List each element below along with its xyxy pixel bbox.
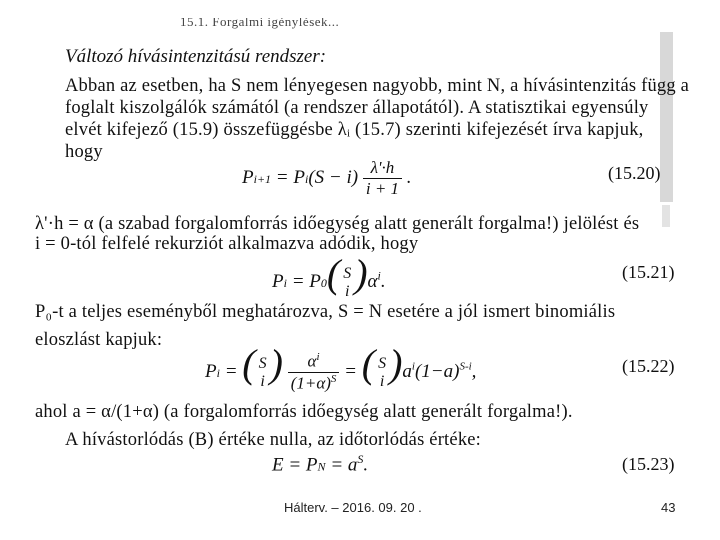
- paragraph-line: i = 0-tól felfelé rekurziót alkalmazva adódik, hogy: [35, 234, 419, 254]
- page-number: 43: [661, 500, 676, 515]
- paragraph-line: Abban az esetben, ha S nem lényegesen nagyobb, mint N, a hívásintenzitás függ a: [65, 76, 690, 96]
- equation-number: (15.22): [622, 356, 675, 376]
- paragraph-line: ahol a = α/(1+α) (a forgalomforrás időegység alatt generált forgalma!).: [35, 402, 573, 422]
- equation-number: (15.23): [622, 454, 675, 474]
- paragraph-line: eloszlást kapjuk:: [35, 330, 163, 350]
- paragraph-line: elvét kifejező (15.9) összefüggésbe λᵢ (15.7) szerinti kifejezését írva kapjuk,: [65, 120, 644, 140]
- scan-shadow: [662, 205, 670, 227]
- paragraph-line: A hívástorlódás (B) értéke nulla, az időtorlódás értéke:: [65, 430, 482, 450]
- scan-shadow: [660, 32, 673, 202]
- equation-number: (15.20): [608, 163, 661, 183]
- cropped-header-line: 15.1. Forgalmi igénylések...: [180, 18, 340, 29]
- paragraph-line: λ'·h = α (a szabad forgalomforrás időegység alatt generált forgalma!) jelölést és: [35, 214, 640, 234]
- equation-15-20: Pi+1 = Pi(S − i) $\frac{\lambda'\cdot h}{i + 1}$ .: [242, 158, 412, 198]
- equation-15-21: Pi = P0( S i )$\alpha^i$.: [272, 251, 386, 300]
- paragraph-line: foglalt kiszolgálók számától (a rendszer állapotától). A statisztikai egyensúly: [65, 98, 649, 118]
- footer-text: Hálterv. – 2016. 09. 20 .: [284, 500, 422, 515]
- equation-15-23: E = PN = $a^S$.: [272, 452, 369, 476]
- equation-number: (15.21): [622, 262, 675, 282]
- section-title: Változó hívásintenzitású rendszer:: [65, 46, 327, 67]
- paragraph-line: P₀-t a teljes eseményből meghatározva, S = N esetére a jól ismert binomiális: [35, 302, 616, 322]
- equation-15-22: Pi = ( S i ) $\frac{\alpha^i}{(1+\alpha)^S}$ = ( S i )$a^i(1-a)^{S-i}$,: [205, 341, 477, 393]
- paragraph-line: hogy: [65, 142, 103, 162]
